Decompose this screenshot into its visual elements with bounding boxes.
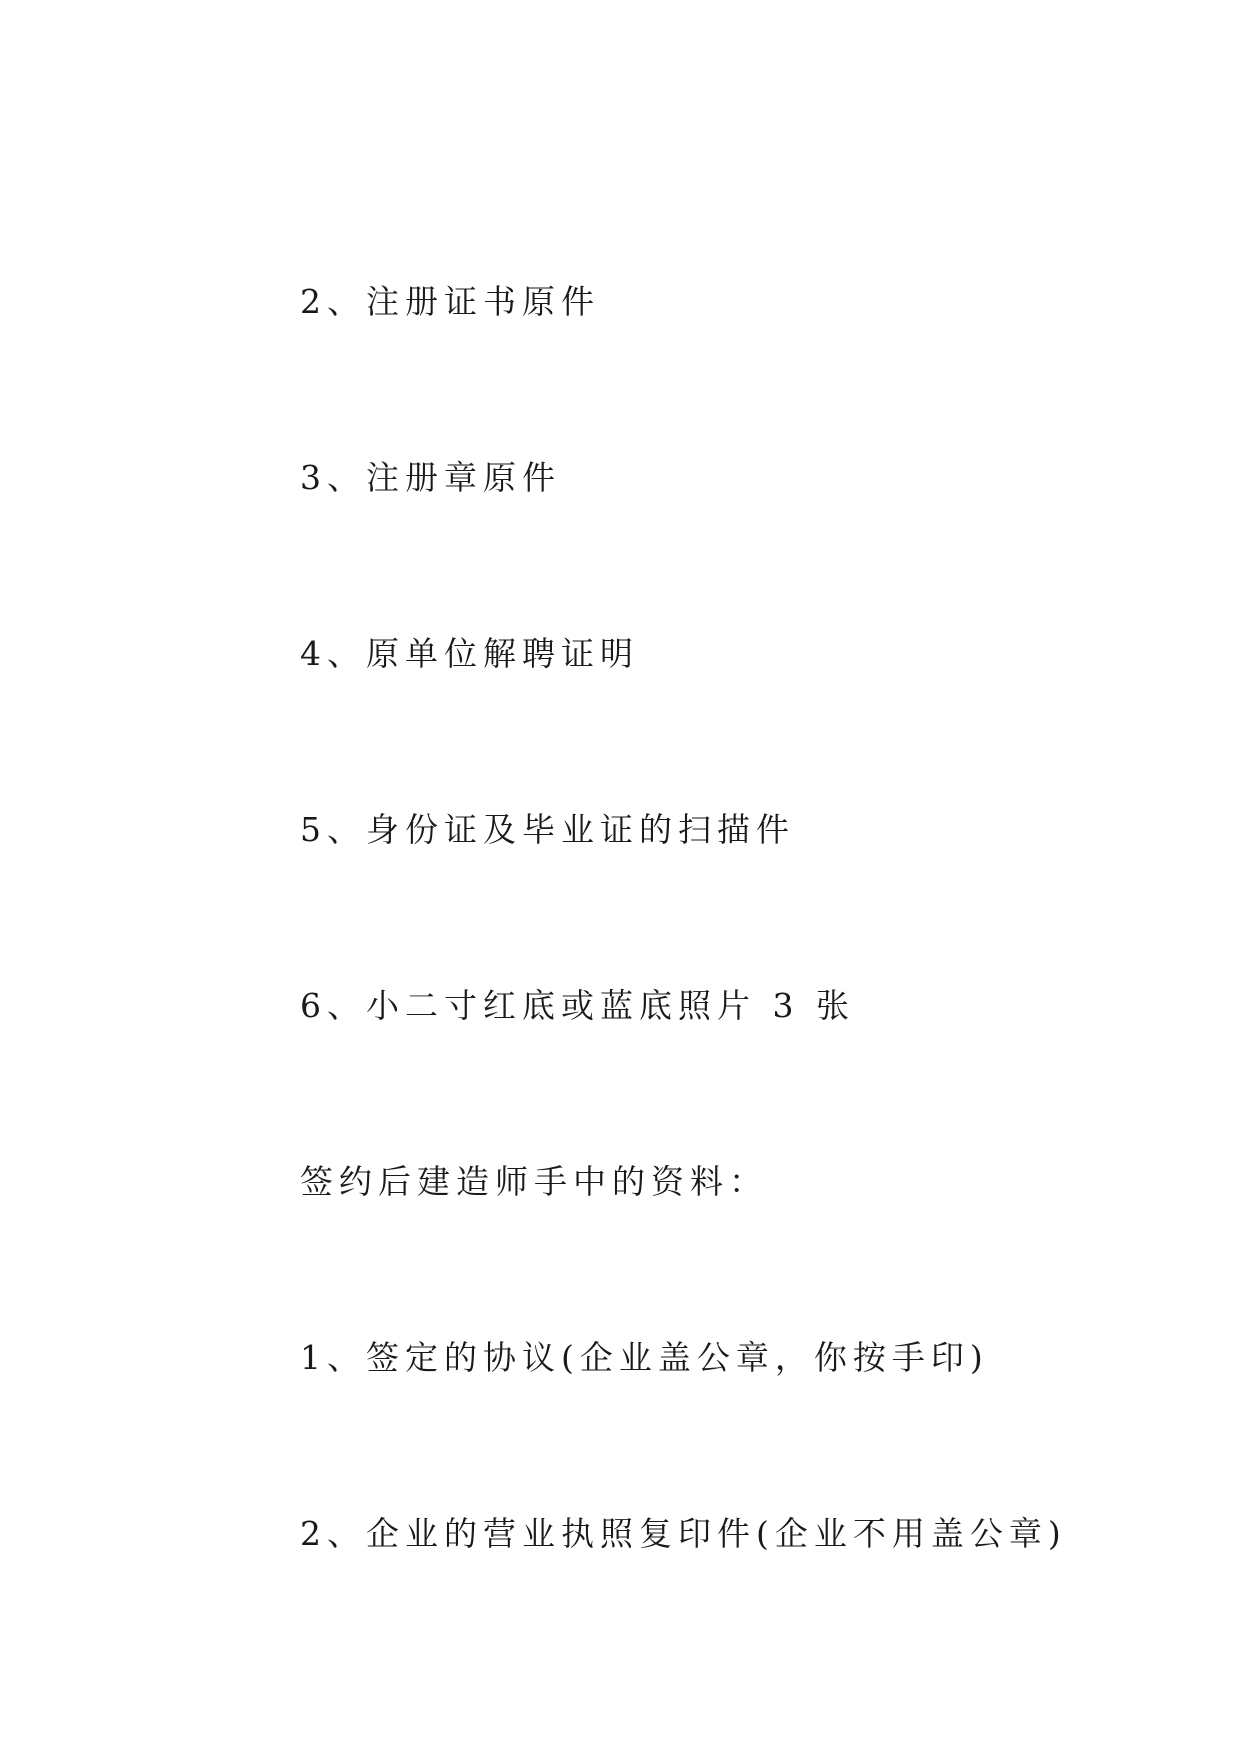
list-item-business-license-copy: 2、企业的营业执照复印件(企业不用盖公章): [300, 1514, 1067, 1553]
list-item-registration-certificate: 2、注册证书原件: [300, 282, 600, 321]
list-item-photos: 6、小二寸红底或蓝底照片 3 张: [300, 986, 855, 1025]
list-item-dismissal-proof: 4、原单位解聘证明: [300, 634, 639, 673]
list-item-registration-seal: 3、注册章原件: [300, 458, 561, 497]
list-item-signed-agreement: 1、签定的协议(企业盖公章，你按手印): [300, 1338, 989, 1377]
section-heading: 签约后建造师手中的资料：: [300, 1162, 768, 1201]
list-item-id-diploma-scans: 5、身份证及毕业证的扫描件: [300, 810, 795, 849]
